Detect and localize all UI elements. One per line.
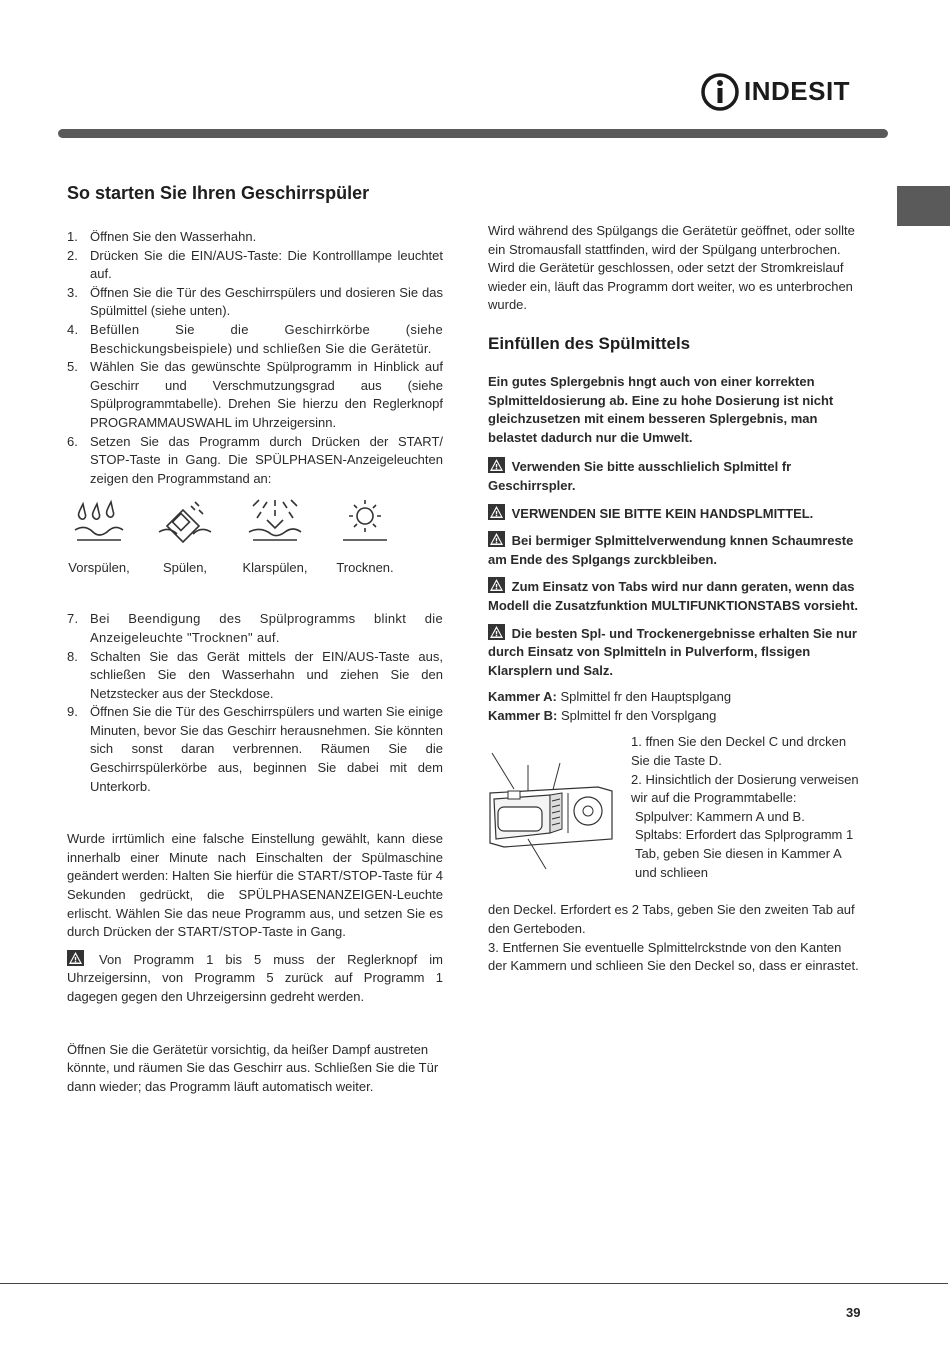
- chamber-b-label: Kammer B:: [488, 707, 558, 723]
- intro-text: Ein gutes Splergebnis hngt auch von einer korrekten Splmitteldosierung ab. Eine zu hohe Dosierung ist nicht gleichzusetzen mit einem besseren Splergebnis, man belastet dadurch nur die Umwelt.: [488, 373, 834, 445]
- paragraph-interrupt: Wird während des Spülgangs die Gerätetür geöffnet, oder sollte ein Stromausfall stattfinden, wird der Spülgang unterbrochen. Wird die Gerätetür geschlossen, oder setzt der Stromkreislauf wieder ein, läuft das Programm dort weiter, wo es unterbrochen wurde.: [488, 223, 855, 313]
- step-text: Setzen Sie das Programm durch Drücken der START/ STOP-Taste in Gang. Die SPÜLPHASEN-Anzeigeleuchten zeigen den Programmstand an:: [90, 433, 443, 486]
- paragraph-wrong-setting: Wurde irrtümlich eine falsche Einstellung gewählt, kann diese innerhalb einer Minute nach Einschalten der Spülmaschine geändert werden: Halten Sie hierfür die START/STOP-Taste für 4 Sekunden gedrückt, die SPÜLPHASENANZEIGEN-Leuchte erlischt. Wählen Sie das neue Programm aus, und setzen Sie es durch Drücken der START/STOP-Taste in Gang.: [67, 831, 443, 940]
- step-number: 2.: [67, 247, 78, 263]
- chamber-b-text: Splmittel fr den Vorsplgang: [560, 707, 717, 723]
- step-text: Befüllen Sie die Geschirrkörbe (siehe Beschickungsbeispiele) und schließen Sie die Gerätetür.: [90, 321, 443, 356]
- warning-text: Bei bermiger Splmittelverwendung knnen Schaumreste am Ende des Splgangs zurckbleiben.: [488, 533, 854, 567]
- warning-note: [488, 457, 863, 495]
- paragraph-knob-warning: [67, 950, 443, 1007]
- dispenser-section: [488, 733, 863, 903]
- step-text: Bei Beendigung des Spülprogramms blinkt die Anzeigeleuchte "Trocknen" auf.: [90, 611, 443, 645]
- chamber-a-text: Splmittel fr den Hauptsplgang: [560, 689, 732, 705]
- phase-rinse: [235, 496, 315, 575]
- wash-icon: [153, 496, 217, 548]
- dry-icon: [333, 496, 397, 548]
- warning-text: Verwenden Sie bitte ausschlielich Splmittel fr Geschirrspler.: [488, 459, 792, 493]
- list-item: [67, 610, 443, 647]
- list-item: [67, 247, 443, 284]
- rinse-icon: [243, 496, 307, 548]
- list-item: [67, 703, 443, 796]
- instruction-powder: Splpulver: Kammern A und B.: [635, 808, 805, 824]
- instruction-tabs: Spltabs: Erfordert das Splprogramm 1 Tab, geben Sie diesen in Kammer A und schlieen: [635, 827, 854, 880]
- footer-rule: [0, 1283, 948, 1284]
- detergent-dispenser-illustration: [488, 743, 618, 873]
- step-number: 6.: [67, 433, 78, 449]
- section-tab: [897, 186, 950, 226]
- instruction-1: 1. ffnen Sie den Deckel C und drcken Sie die Taste D.: [631, 734, 847, 769]
- warning-icon: [488, 531, 505, 547]
- step-text: Drücken Sie die EIN/AUS-Taste: Die Kontrolllampe leuchtet auf.: [90, 247, 443, 282]
- wash-phase-indicators: [67, 496, 443, 604]
- paragraph-door: Öffnen Sie die Gerätetür vorsichtig, da heißer Dampf austreten könnte, und räumen Sie das Geschirr aus. Schließen Sie die Tür dann wieder; das Programm läuft automatisch weiter.: [67, 1041, 439, 1094]
- step-text: Öffnen Sie die Tür des Geschirrspülers und dosieren Sie das Spülmittel (siehe unten).: [90, 284, 443, 319]
- warning-text: Von Programm 1 bis 5 muss der Reglerknopf im Uhrzeigersinn, von Programm 5 zurück auf Programm 1 dagegen gegen den Uhrzeigersinn gedreht werden.: [67, 951, 443, 1004]
- step-number: 5.: [67, 359, 78, 375]
- detergent-notes: [488, 373, 863, 680]
- phase-label: Vorspülen,: [68, 560, 130, 576]
- warning-note: [488, 504, 863, 524]
- step-number: 8.: [67, 648, 78, 664]
- phase-dry: [325, 496, 405, 575]
- warning-note: [488, 577, 863, 615]
- chamber-a-line: [488, 688, 863, 707]
- step-number: 4.: [67, 321, 79, 337]
- section-title-detergent: Einfüllen des Spülmittels: [488, 333, 691, 353]
- step-number: 7.: [67, 611, 79, 627]
- warning-note: [488, 531, 863, 569]
- instruction-continued: den Deckel. Erfordert es 2 Tabs, geben Sie den zweiten Tab auf den Gerteboden.: [488, 902, 855, 937]
- brand-name: INDESIT: [744, 76, 851, 106]
- section-title-start: So starten Sie Ihren Geschirrspüler: [67, 183, 370, 203]
- brand-logo: [700, 72, 860, 116]
- warning-note: [488, 624, 863, 681]
- chamber-b-line: [488, 707, 863, 726]
- warning-text: VERWENDEN SIE BITTE KEIN HANDSPLMITTEL.: [511, 505, 814, 521]
- step-text: Wählen Sie das gewünschte Spülprogramm in Hinblick auf Geschirr und Verschmutzungsgrad aus (siehe Spülprogrammtabelle). Drehen Sie hierzu den Reglerknopf PROGRAMMAUSWAHL im Uhrzeigersinn.: [90, 359, 443, 430]
- left-column: [67, 180, 443, 1096]
- step-number: 1.: [67, 229, 78, 244]
- phase-prewash: [59, 496, 139, 575]
- steps-list-a: [67, 228, 443, 488]
- warning-icon: [488, 504, 505, 520]
- header-bar: [58, 129, 888, 138]
- list-item: [67, 228, 443, 247]
- warning-icon: [488, 457, 505, 473]
- instruction-3: 3. Entfernen Sie eventuelle Splmittelrckstnde von den Kanten der Kammern und schlieen Sie den Deckel so, dass er einrastet.: [488, 939, 859, 974]
- warning-text: Zum Einsatz von Tabs wird nur dann geraten, wenn das Modell die Zusatzfunktion MULTIFUNKTIONSTABS vorsieht.: [488, 579, 859, 613]
- prewash-icon: [67, 496, 131, 548]
- page-number: 39: [846, 1305, 861, 1320]
- step-number: 9.: [67, 704, 78, 720]
- warning-icon: [488, 577, 505, 593]
- warning-icon: [488, 624, 505, 640]
- step-text: Öffnen Sie den Wasserhahn.: [90, 229, 257, 244]
- chamber-a-label: Kammer A:: [488, 689, 557, 705]
- list-item: [67, 284, 443, 321]
- logo-i-icon: [700, 72, 740, 112]
- step-text: Öffnen Sie die Tür des Geschirrspülers und warten Sie einige Minuten, bevor Sie das Geschirr herausnehmen. Sie könnten sich sonst daran verbrennen. Räumen Sie die Geschirrspülerkörbe aus, beginnen Sie dabei mit dem Unterkorb.: [90, 704, 443, 794]
- right-column: [488, 222, 863, 976]
- steps-list-b: [67, 610, 443, 796]
- step-number: 3.: [67, 284, 78, 300]
- phase-label: Spülen,: [162, 560, 208, 576]
- phase-label: Klarspülen,: [242, 560, 308, 576]
- list-item: [67, 433, 443, 489]
- step-text: Schalten Sie das Gerät mittels der EIN/AUS-Taste aus, schließen Sie den Wasserhahn und ziehen Sie den Netzstecker aus der Steckdose.: [90, 648, 443, 701]
- list-item: [67, 321, 443, 358]
- phase-label: Trocknen.: [336, 560, 394, 576]
- instruction-2: 2. Hinsichtlich der Dosierung verweisen wir auf die Programmtabelle:: [631, 771, 859, 806]
- dispenser-instructions: [631, 733, 863, 882]
- phase-wash: [145, 496, 225, 575]
- list-item: [67, 358, 443, 432]
- warning-icon: [67, 950, 84, 966]
- list-item: [67, 648, 443, 704]
- warning-text: Die besten Spl- und Trockenergebnisse erhalten Sie nur durch Einsatz von Splmitteln in Pulverform, flssigen Klarsplern und Salz.: [488, 625, 857, 678]
